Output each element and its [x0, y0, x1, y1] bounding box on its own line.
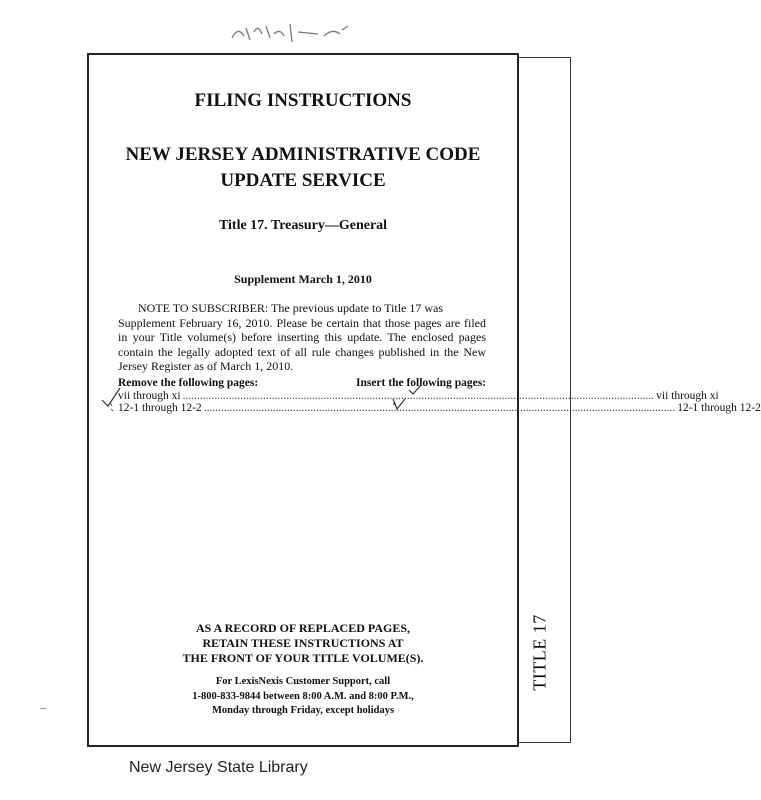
support-line2: 1-800-833-9844 between 8:00 A.M. and 8:00 P.M., [192, 690, 414, 702]
remove-pages: 12-1 through 12-2 [118, 402, 202, 414]
insert-pages: vii through xi [656, 389, 719, 402]
code-heading-line1: NEW JERSEY ADMINISTRATIVE CODE [125, 144, 481, 165]
record-line2: RETAIN THESE INSTRUCTIONS AT [202, 636, 404, 650]
note-line1: NOTE TO SUBSCRIBER: The previous update to Title 17 was [138, 301, 444, 315]
check-mark-icon [408, 384, 422, 396]
margin-mark [40, 708, 46, 713]
library-stamp: New Jersey State Library [129, 759, 308, 776]
support-line1: For LexisNexis Customer Support, call [215, 676, 391, 687]
remove-pages: vii through xi [118, 389, 181, 402]
insert-header: Insert the following pages: [355, 377, 486, 389]
code-heading-line2: UPDATE SERVICE [220, 170, 386, 191]
page-replacement-list [118, 377, 761, 415]
pages-row [118, 402, 761, 415]
record-line1: AS A RECORD OF REPLACED PAGES, [195, 621, 411, 635]
handwritten-mark [228, 18, 358, 46]
record-notice [87, 621, 519, 666]
title-number: Title 17. Treasury—General [218, 218, 388, 233]
leader-dots: .................................................................................................................................................................... [203, 402, 676, 414]
insert-pages: 12-1 through 12-2 [677, 402, 761, 414]
check-mark-icon [108, 398, 118, 412]
remove-header: Remove the following pages: [118, 377, 259, 389]
check-mark-icon [392, 397, 406, 411]
subscriber-note [118, 301, 486, 374]
note-body: Supplement February 16, 2010. Please be certain that those pages are filed in your Title volume(s) before inserting this update. The enclosed pages contain the legally adopted text of all rule changes published in the New Jersey Register as of March 1, 2010. [118, 315, 486, 373]
code-heading [87, 142, 519, 194]
customer-support [87, 675, 519, 719]
title-tab-label: TITLE 17 [529, 613, 550, 691]
record-line3: THE FRONT OF YOUR TITLE VOLUME(S). [182, 651, 424, 665]
page-title: FILING INSTRUCTIONS [194, 90, 412, 111]
leader-dots: .................................................................................................................................................................... [182, 389, 655, 402]
pages-row [118, 389, 719, 403]
supplement-date: Supplement March 1, 2010 [234, 272, 372, 286]
support-line3: Monday through Friday, except holidays [211, 705, 395, 716]
pages-header [118, 377, 486, 390]
